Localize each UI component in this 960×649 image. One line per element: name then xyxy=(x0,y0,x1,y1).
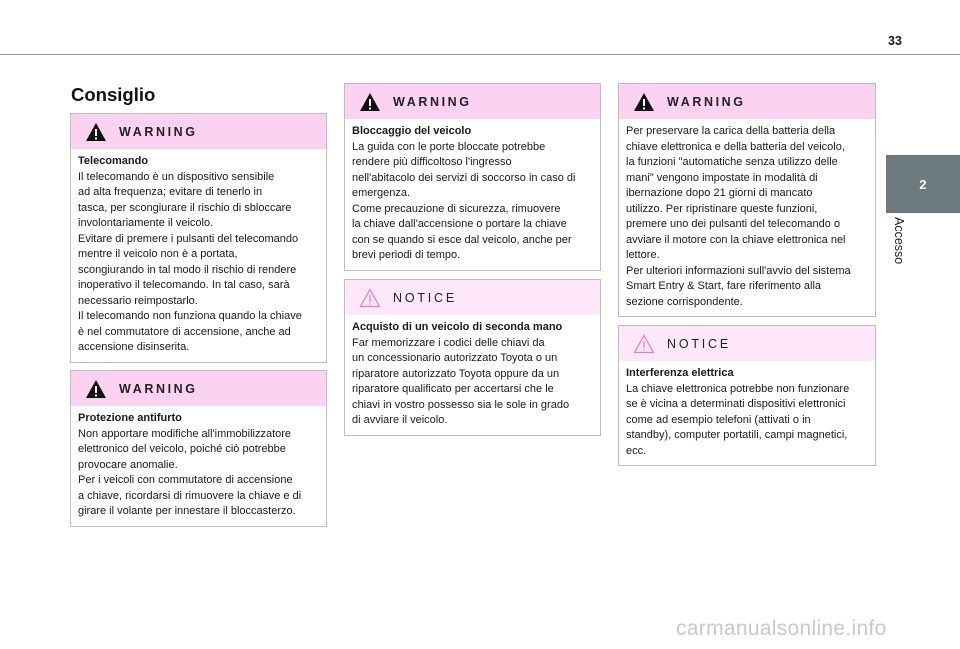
box-subtitle: Protezione antifurto xyxy=(78,412,182,424)
box-subtitle: Bloccaggio del veicolo xyxy=(352,125,472,137)
box-text: Non apportare modifiche all'immobilizzatore elettronico del veicolo, poiché ciò potrebbe provocare anomalie. Per i veicoli con commutatore di accensione a chiave, ricordarsi di rimuovere la chiave e di girare il volante per innestare il bloccasterzo. xyxy=(78,427,302,517)
warning-header xyxy=(71,371,326,406)
warning-box-bloccaggio xyxy=(344,83,601,271)
box-text: Per preservare la carica della batteria della chiave elettronica e della batteria del veicolo, la funzioni "automatiche senza utilizzo delle mani" vengono impostate in modalità di ibernazione dopo 21 giorni di mancato utilizzo. Per ripristinare queste funzioni, premere uno dei pulsanti del telecomando o avviare il motore con la chiave elettronica nel lettore. Per ulteriori informazioni sull'avvio del sistema Smart Entry & Start, fare riferimento alla sezione corrispondente. xyxy=(626,125,851,308)
warning-icon xyxy=(85,122,107,142)
warning-header xyxy=(71,114,326,149)
box-subtitle: Interferenza elettrica xyxy=(626,367,734,379)
chapter-label-text: Accesso xyxy=(892,217,906,265)
warning-box-batteria xyxy=(618,83,876,317)
box-subtitle: Acquisto di un veicolo di seconda mano xyxy=(352,321,563,333)
notice-label: NOTICE xyxy=(393,290,458,305)
box-text: Far memorizzare i codici delle chiavi da un concessionario autorizzato Toyota o un riparatore autorizzato Toyota oppure da un riparatore qualificato per accertarsi che le chiavi in vostro possesso sia le sole in grado di avviare il veicolo. xyxy=(352,336,570,426)
header-rule xyxy=(0,54,960,55)
warning-header xyxy=(345,84,600,119)
warning-label: WARNING xyxy=(119,381,198,396)
warning-label: WARNING xyxy=(119,124,198,139)
warning-header xyxy=(619,84,875,119)
box-text: La chiave elettronica potrebbe non funzionare se è vicina a determinati dispositivi elettronici come ad esempio telefoni (attivati o in standby), computer portatili, campi magnetici, ecc. xyxy=(626,382,850,457)
warning-box-telecomando xyxy=(70,113,327,363)
warning-icon xyxy=(359,92,381,112)
notice-icon xyxy=(359,288,381,308)
box-text: La guida con le porte bloccate potrebbe rendere più difficoltoso l'ingresso nell'abitacolo dei servizi di soccorso in caso di emergenza. Come precauzione di sicurezza, rimuovere la chiave dall'accensione o portare la chiave con se quando si esce dal veicolo, anche per brevi periodi di tempo. xyxy=(352,140,576,261)
watermark: carmanualsonline.info xyxy=(676,617,887,640)
warning-icon xyxy=(633,92,655,112)
notice-box-interferenza xyxy=(618,325,876,466)
chapter-tab[interactable]: 2 xyxy=(886,155,960,213)
section-title: Consiglio xyxy=(71,84,156,105)
box-subtitle: Telecomando xyxy=(78,155,149,167)
notice-icon xyxy=(633,334,655,354)
page-number: 33 xyxy=(888,34,902,48)
warning-label: WARNING xyxy=(667,94,746,109)
notice-box-seconda-mano xyxy=(344,279,601,436)
notice-header xyxy=(345,280,600,315)
notice-label: NOTICE xyxy=(667,336,732,351)
notice-header xyxy=(619,326,875,361)
chapter-label xyxy=(886,215,916,305)
box-text: Il telecomando è un dispositivo sensibile ad alta frequenza; evitare di tenerlo in tasca, per scongiurare il rischio di sbloccare involontariamente il veicolo. Evitare di premere i pulsanti del telecomando mentre il veicolo non è a portata, scongiurando in tal modo il rischio di rendere inoperativo il telecomando. In tal caso, sarà necessario reimpostarlo. Il telecomando non funziona quando la chiave è nel commutatore di accensione, anche ad accensione disinserita. xyxy=(78,170,302,353)
warning-label: WARNING xyxy=(393,94,472,109)
warning-icon xyxy=(85,379,107,399)
warning-box-antifurto xyxy=(70,370,327,527)
